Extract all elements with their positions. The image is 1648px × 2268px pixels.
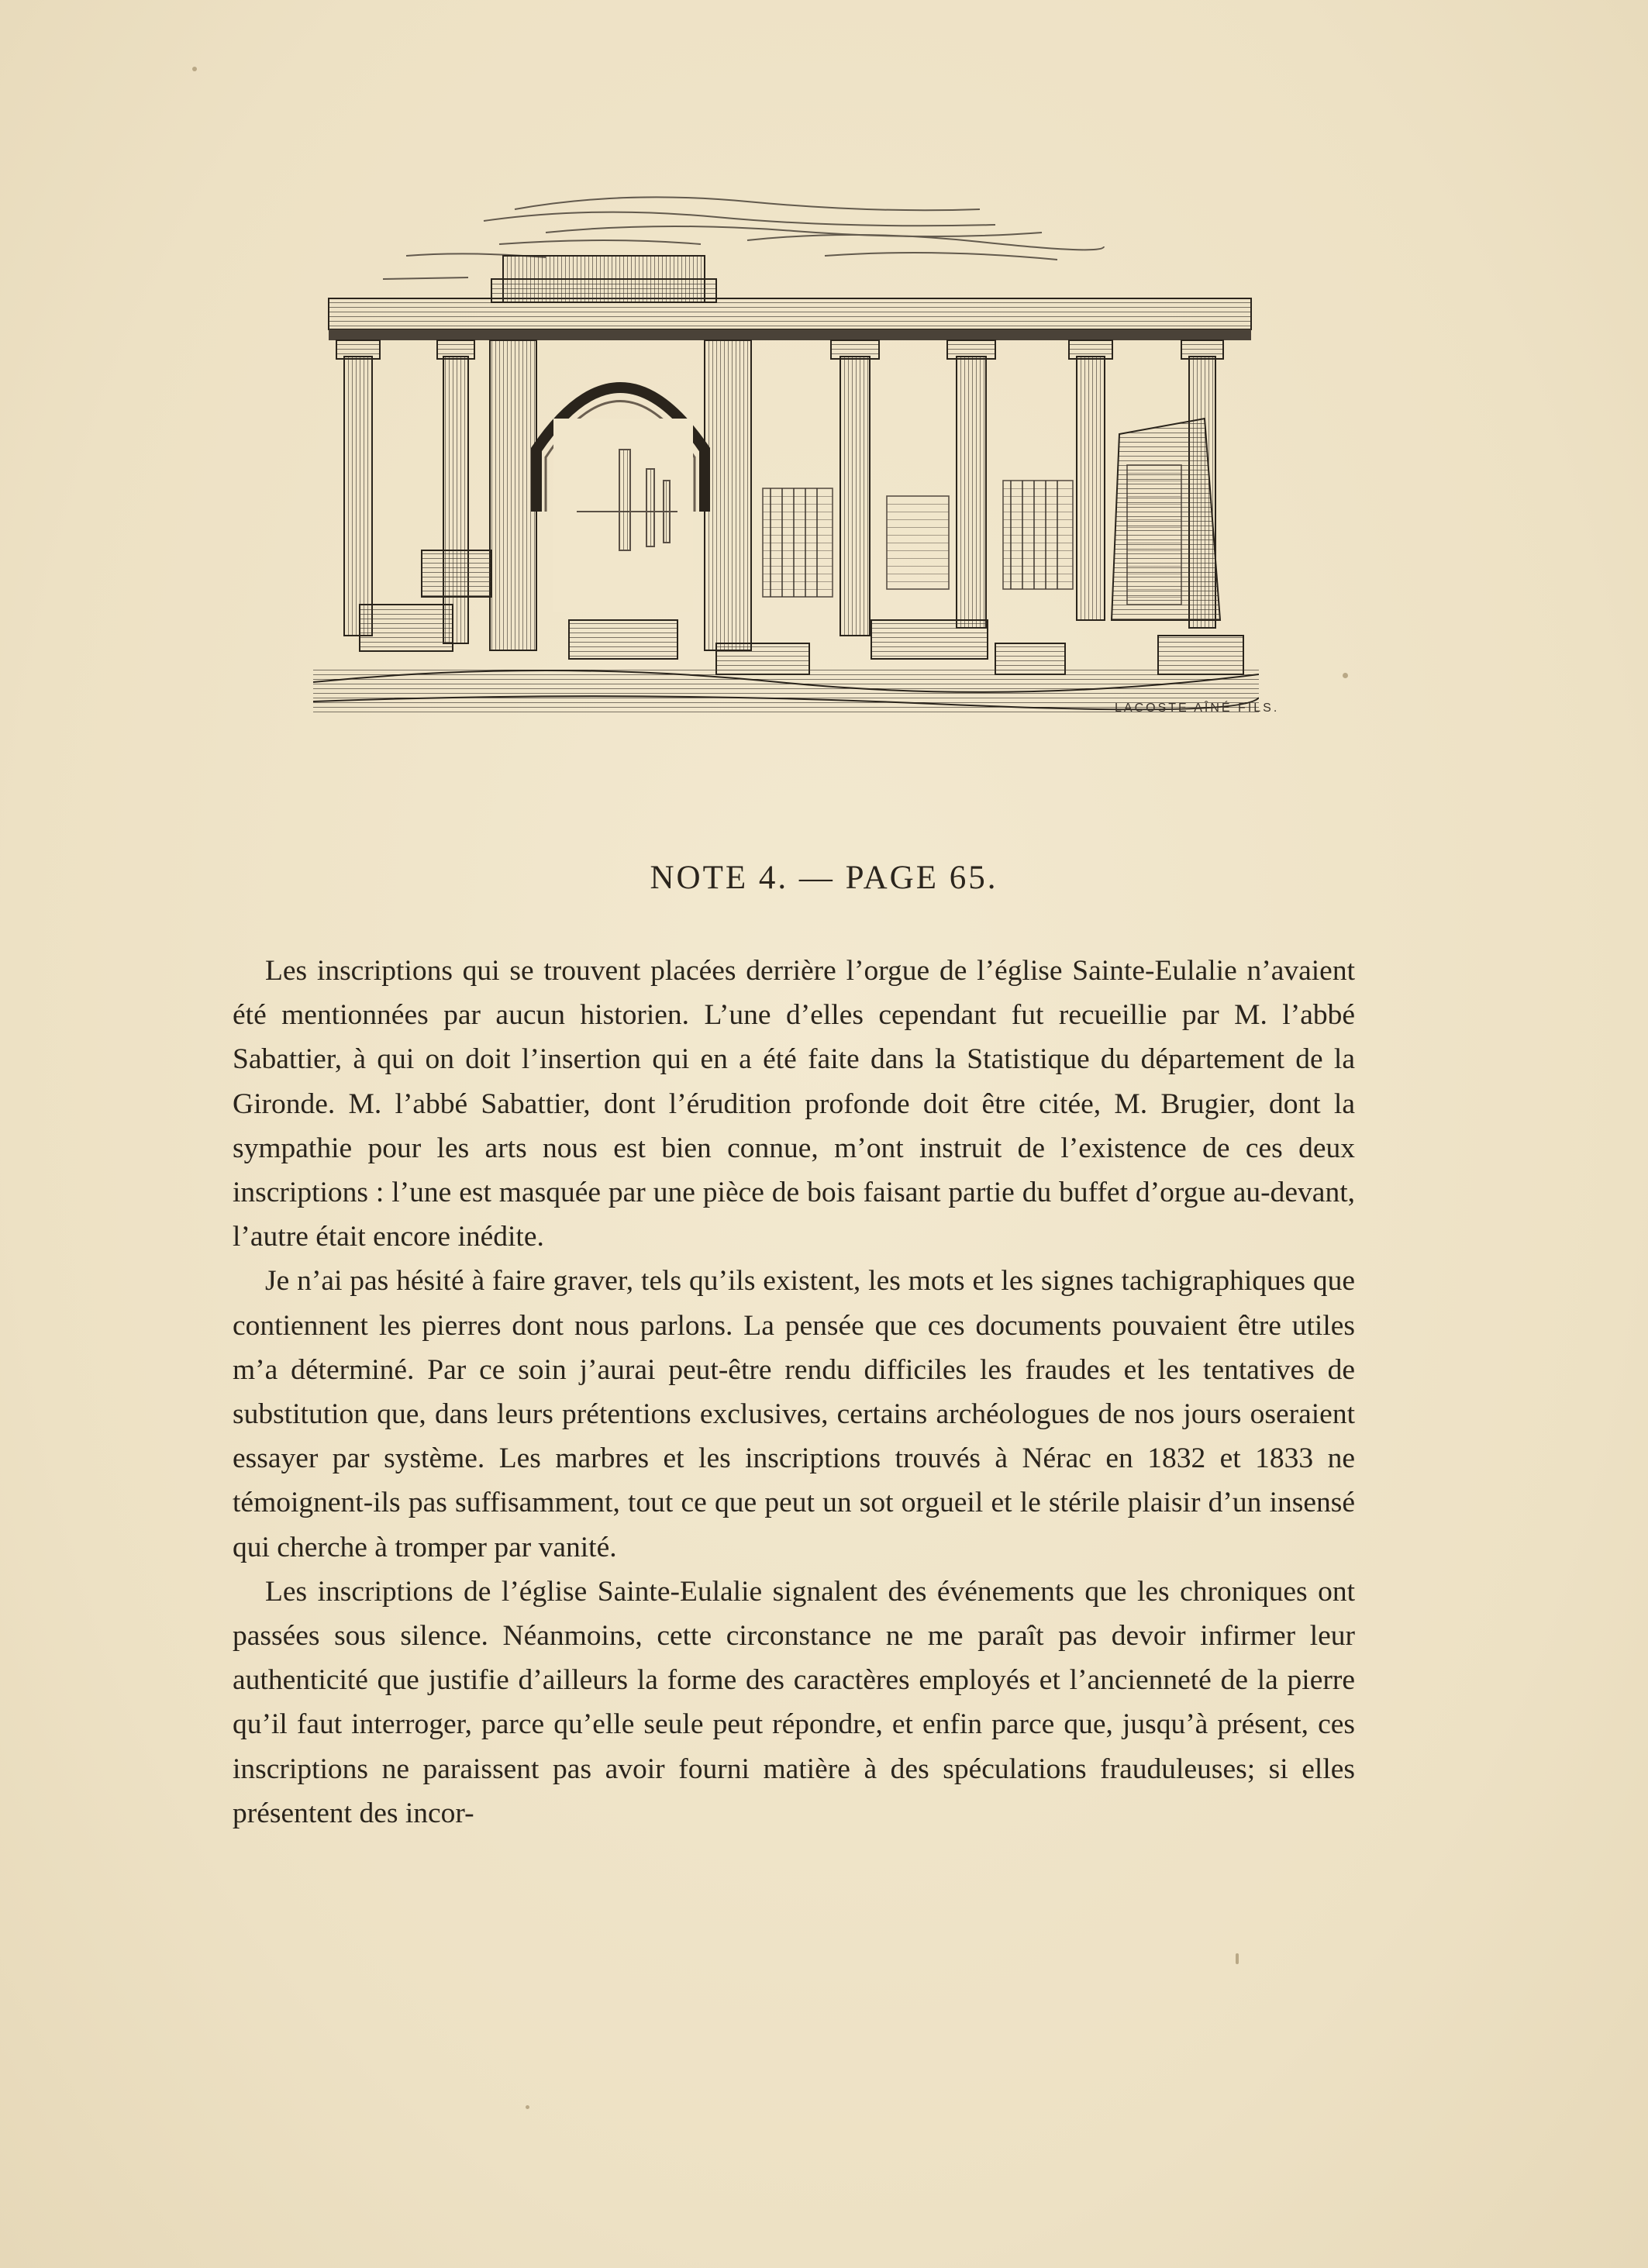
ruins-engraving-image: [313, 186, 1259, 721]
note-heading: NOTE 4. — PAGE 65.: [650, 860, 998, 896]
paper-speck: [1343, 673, 1348, 678]
paper-speck: [1236, 1953, 1239, 1964]
engraver-signature: LACOSTE AÎNÉ FILS.: [1115, 701, 1280, 715]
body-text: [233, 949, 1355, 1835]
ruins-engraving: [313, 186, 1259, 721]
paragraph-1: Les inscriptions qui se trouvent placées derrière l’orgue de l’église Sainte-Eulalie n’avaient été mentionnées par aucun historien. L’une d’elles cependant fut recueillie par M. l’abbé Sabattier, à qui on doit l’insertion qui en a été faite dans la Statistique du département de la Gironde. M. l’abbé Sabattier, dont l’érudition profonde doit être citée, M. Brugier, dont la sympathie pour les arts nous est bien connue, m’ont instruit de l’existence de ces deux inscriptions : l’une est masquée par une pièce de bois faisant partie du buffet d’orgue au-devant, l’autre était encore inédite.: [233, 955, 1355, 1253]
paper-speck: [192, 67, 197, 71]
paragraph-2: Je n’ai pas hésité à faire graver, tels qu’ils existent, les mots et les signes tachigraphiques que contiennent les pierres dont nous parlons. La pensée que ces documents pouvaient être utiles m’a déterminé. Par ce soin j’aurai peut-être rendu difficiles les fraudes et les tentatives de substitution que, dans leurs prétentions exclusives, certains archéologues de nos jours oseraient essayer par système. Les marbres et les inscriptions trouvés à Nérac en 1832 et 1833 ne témoignent-ils pas suffisamment, tout ce que peut un sot orgueil et le stérile plaisir d’un insensé qui cherche à tromper par vanité.: [233, 1265, 1355, 1563]
paragraph-3: Les inscriptions de l’église Sainte-Eulalie signalent des événements que les chroniques ont passées sous silence. Néanmoins, cette circonstance ne me paraît pas devoir infirmer leur authenticité que justifie d’ailleurs la forme des caractères employés et l’ancienneté de la pierre qu’il faut interroger, parce qu’elle seule peut répondre, et enfin parce que, jusqu’à présent, ces inscriptions ne paraissent pas avoir fourni matière à des spéculations frauduleuses; si elles présentent des incor-: [233, 1575, 1355, 1829]
paper-speck: [526, 2105, 529, 2109]
